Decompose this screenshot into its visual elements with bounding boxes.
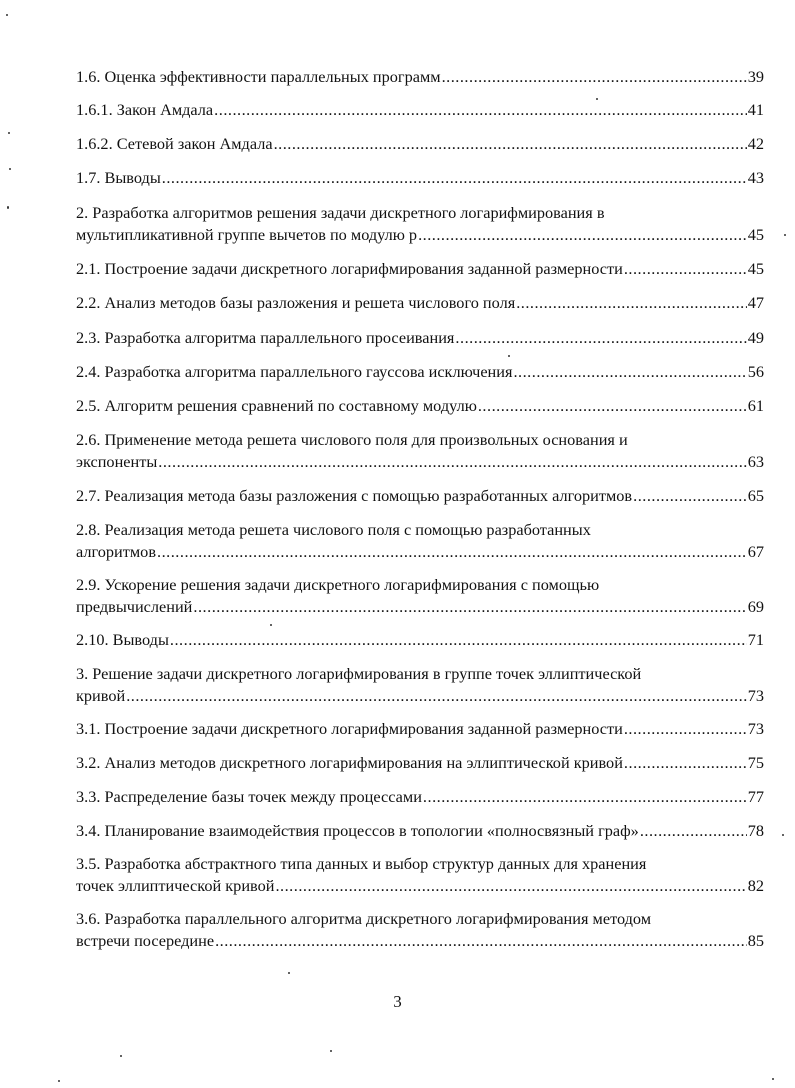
toc-leader-dots xyxy=(624,752,747,774)
toc-entry-page: 61 xyxy=(747,396,764,415)
toc-entry-page: 69 xyxy=(747,597,764,616)
toc-entry-title-line2: алгоритмов xyxy=(76,542,157,561)
toc-entry-title: 3.2. Анализ методов дискретного логарифмирования на эллиптической кривой xyxy=(76,753,623,772)
toc-entry-3-4 xyxy=(76,820,764,842)
scan-speck xyxy=(784,234,786,236)
toc-leader-dots xyxy=(274,133,747,155)
toc-entry-title: 3.4. Планирование взаимодействия процессов в топологии «полносвязный граф» xyxy=(76,821,639,840)
toc-leader-dots xyxy=(170,629,747,651)
toc-leader-dots xyxy=(126,685,747,707)
scan-speck xyxy=(772,1078,774,1080)
toc-entry-title-line2: встречи посередине xyxy=(76,931,215,950)
toc-entry-3-2 xyxy=(76,752,764,774)
scan-speck xyxy=(782,834,784,836)
toc-entry-page: 47 xyxy=(747,293,764,312)
toc-entry-1-6-1 xyxy=(76,99,764,121)
toc-entry-page: 45 xyxy=(747,225,764,244)
toc-entry-page: 65 xyxy=(747,486,764,505)
toc-entry-page: 67 xyxy=(747,542,764,561)
toc-entry-title: 2.5. Алгоритм решения сравнений по составному модулю xyxy=(76,396,477,415)
toc-entry-1-7 xyxy=(76,167,764,189)
toc-entry-page: 71 xyxy=(747,630,764,649)
toc-entry-title: 2.7. Реализация метода базы разложения с помощью разработанных алгоритмов xyxy=(76,486,633,505)
toc-entry-title: 1.6. Оценка эффективности параллельных программ xyxy=(76,67,441,86)
toc-entry-1-6 xyxy=(76,66,764,88)
scan-speck xyxy=(7,206,9,209)
toc-entry-2-9 xyxy=(76,574,764,618)
toc-entry-page: 45 xyxy=(747,259,764,278)
toc-entry-title-line1: 3.5. Разработка абстрактного типа данных и выбор структур данных для хранения xyxy=(76,854,647,873)
toc-entry-2-5 xyxy=(76,395,764,417)
scan-speck xyxy=(6,14,8,16)
scan-speck xyxy=(508,355,510,357)
toc-entry-title-line1: 3. Решение задачи дискретного логарифмирования в группе точек эллиптической xyxy=(76,664,642,683)
toc-leader-dots xyxy=(158,451,746,473)
toc-entry-2-4 xyxy=(76,361,764,383)
toc-leader-dots xyxy=(442,66,747,88)
toc-leader-dots xyxy=(640,820,747,842)
toc-entry-3-3 xyxy=(76,786,764,808)
toc-entry-page: 43 xyxy=(747,168,764,187)
scan-speck xyxy=(58,1080,60,1082)
toc-leader-dots xyxy=(455,327,746,349)
scan-speck xyxy=(596,98,598,100)
toc-entry-2-10 xyxy=(76,629,764,651)
toc-entry-title: 2.4. Разработка алгоритма параллельного гауссова исключения xyxy=(76,362,513,381)
toc-entry-title-line1: 3.6. Разработка параллельного алгоритма дискретного логарифмирования методом xyxy=(76,909,652,928)
toc-leader-dots xyxy=(275,875,746,897)
scan-speck xyxy=(288,972,290,974)
toc-entry-page: 49 xyxy=(747,328,764,347)
toc-leader-dots xyxy=(193,596,746,618)
toc-entry-2-8 xyxy=(76,519,764,563)
scan-speck xyxy=(8,132,10,134)
toc-entry-page: 73 xyxy=(747,686,764,705)
toc-leader-dots xyxy=(513,361,746,383)
toc-entry-2-3 xyxy=(76,327,764,349)
toc-entry-title: 3.3. Распределение базы точек между процессами xyxy=(76,787,422,806)
toc-entry-title: 2.3. Разработка алгоритма параллельного просеивания xyxy=(76,328,455,347)
toc-entry-title: 2.10. Выводы xyxy=(76,630,169,649)
toc-entry-title: 1.7. Выводы xyxy=(76,168,161,187)
toc-entry-title-line1: 2.8. Реализация метода решета числового поля с помощью разработанных xyxy=(76,520,591,539)
scan-speck xyxy=(330,1050,332,1052)
toc-entry-3-1 xyxy=(76,718,764,740)
page-number: 3 xyxy=(393,992,402,1011)
toc-entry-page: 39 xyxy=(747,67,764,86)
toc-entry-2-6 xyxy=(76,429,764,473)
scan-speck xyxy=(9,168,11,170)
toc-entry-2-7 xyxy=(76,485,764,507)
toc-entry-1-6-2 xyxy=(76,133,764,155)
toc-leader-dots xyxy=(418,224,747,246)
toc-entry-title-line2: предвычислений xyxy=(76,597,193,616)
toc-entry-page: 73 xyxy=(747,719,764,738)
toc-entry-title-line1: 2.9. Ускорение решения задачи дискретного логарифмирования с помощью xyxy=(76,575,600,594)
toc-entry-3 xyxy=(76,663,764,707)
toc-entry-2-2 xyxy=(76,292,764,314)
toc-entry-title: 1.6.1. Закон Амдала xyxy=(76,100,214,119)
toc-leader-dots xyxy=(215,930,747,952)
toc-entry-2-1 xyxy=(76,258,764,280)
toc-entry-3-6 xyxy=(76,908,764,952)
toc-leader-dots xyxy=(633,485,747,507)
toc-entry-page: 82 xyxy=(747,876,764,895)
toc-entry-page: 42 xyxy=(747,134,764,153)
toc-entry-title-line2: мультипликативной группе вычетов по модулю p xyxy=(76,225,418,244)
scan-speck xyxy=(120,1055,122,1057)
toc-entry-title-line1: 2. Разработка алгоритмов решения задачи дискретного логарифмирования в xyxy=(76,203,605,222)
toc-entry-title-line1: 2.6. Применение метода решета числового поля для произвольных основания и xyxy=(76,430,628,449)
toc-entry-2 xyxy=(76,202,764,246)
toc-leader-dots xyxy=(516,292,747,314)
toc-leader-dots xyxy=(624,258,747,280)
toc-entry-page: 75 xyxy=(747,753,764,772)
toc-entry-title: 2.1. Построение задачи дискретного логарифмирования заданной размерности xyxy=(76,259,623,278)
toc-entry-title-line2: кривой xyxy=(76,686,126,705)
toc-entry-title: 3.1. Построение задачи дискретного логарифмирования заданной размерности xyxy=(76,719,623,738)
toc-entry-3-5 xyxy=(76,853,764,897)
scan-speck xyxy=(270,624,272,626)
toc-entry-page: 63 xyxy=(747,452,764,471)
toc-leader-dots xyxy=(478,395,747,417)
toc-leader-dots xyxy=(423,786,747,808)
toc-entry-page: 41 xyxy=(747,100,764,119)
toc-entry-title: 1.6.2. Сетевой закон Амдала xyxy=(76,134,273,153)
toc-entry-page: 56 xyxy=(747,362,764,381)
toc-entry-title-line2: точек эллиптической кривой xyxy=(76,876,275,895)
toc-entry-page: 77 xyxy=(747,787,764,806)
toc-entry-page: 85 xyxy=(747,931,764,950)
toc-entry-title-line2: экспоненты xyxy=(76,452,158,471)
toc-leader-dots xyxy=(162,167,747,189)
toc-leader-dots xyxy=(214,99,747,121)
toc-entry-page: 78 xyxy=(747,821,764,840)
toc-entry-title: 2.2. Анализ методов базы разложения и решета числового поля xyxy=(76,293,516,312)
toc-leader-dots xyxy=(157,541,747,563)
toc-leader-dots xyxy=(624,718,747,740)
